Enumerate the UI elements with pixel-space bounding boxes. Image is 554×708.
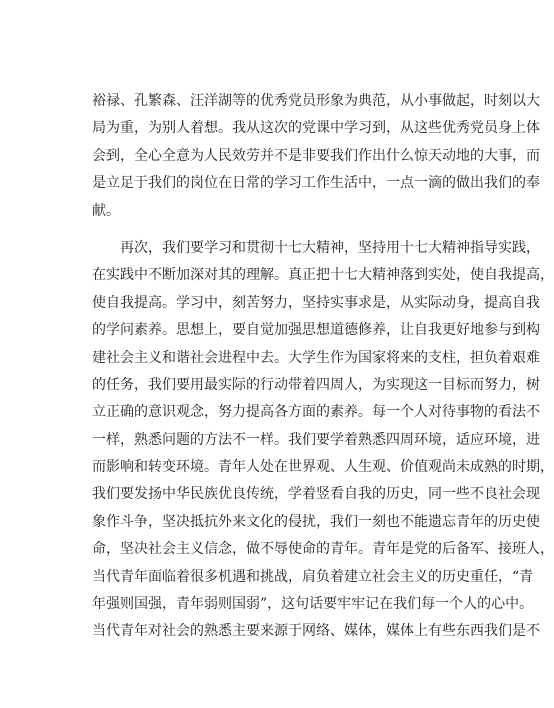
paragraph-2 [92,235,554,646]
text-line: 使自我提高。学习中，刻苦努力，坚持实事求是，从实际动身，提高自我 [92,294,540,311]
text-line: 一样，熟悉问题的方法不一样。我们要学着熟悉四周环境，适应环境，进 [92,431,540,448]
body-text [92,88,554,646]
text-line: 在实践中不断加深对其的理解。真正把十七大精神落到实处，使自我提高， [92,267,554,284]
text-line: 年强则国强，青年弱则国弱”，这句话要牢牢记在我们每一个人的心中。 [92,596,534,613]
text-line: 局为重，为别人着想。我从这次的党课中学习到，从这些优秀党员身上体 [92,120,540,137]
text-line: 而影响和转变环境。青年人处在世界观、人生观、价值观尚未成熟的时期， [92,459,554,476]
text-line: 会到，全心全意为人民效劳并不是非要我们作出什么惊天动地的大事，而 [92,147,540,164]
text-line: 再次，我们要学习和贯彻十七大精神，坚持用十七大精神指导实践， [120,239,540,256]
text-line: 立正确的意识观念，努力提高各方面的素养。每一个人对待事物的看法不 [92,404,540,421]
text-line: 当代青年面临着很多机遇和挑战，肩负着建立社会主义的历史重任，“青 [92,568,534,585]
text-line: 当代青年对社会的熟悉主要来源于网络、媒体，媒体上有些东西我们是不 [92,623,540,640]
text-line: 象作斗争，坚决抵抗外来文化的侵扰，我们一刻也不能遗忘青年的历史使 [92,513,540,530]
paragraph-1 [92,88,540,225]
text-line: 献。 [92,202,120,219]
text-line: 裕禄、孔繁森、汪洋湖等的优秀党员形象为典范，从小事做起，时刻以大 [92,93,540,109]
text-line: 我们要发扬中华民族优良传统，学着竖看自我的历史，同一些不良社会现 [92,486,540,503]
text-line: 命，坚决社会主义信念，做不辱使命的青年。青年是党的后备军、接班人， [92,541,554,558]
text-line: 是立足于我们的岗位在日常的学习工作生活中，一点一滴的做出我们的奉 [92,175,540,192]
text-line: 建社会主义和谐社会进程中去。大学生作为国家将来的支柱，担负着艰难 [92,349,540,366]
text-line: 的学问素养。思想上，要自觉加强思想道德修养，让自我更好地参与到构 [92,322,540,339]
paragraph-spacing [92,225,432,235]
text-line: 的任务，我们要用最实际的行动带着四周人，为实现这一目标而努力，树 [92,376,540,393]
